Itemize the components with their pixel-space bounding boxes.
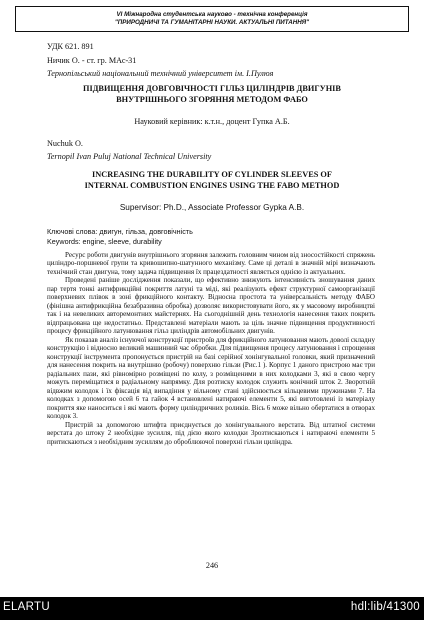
advisor-ua: Науковий керівник: к.т.н., доцент Гупка А.Б.: [134, 117, 290, 126]
keywords-ua: Ключові слова: двигун, гільза, довговічність: [47, 227, 193, 236]
paragraph: Проведені раніше дослідження показали, що ефективно знижують інтенсивність зношування даних пар тертя тонкі антифрикційні покриття латуні та міді, які реалізують ефект структурної самоорганізації поверхневих плівок в зоні фрикційного контакту. Відносна простота та універсальність методу ФАБО (фінішна антифрикційна безабразивна обробка) дозволяє використовувати його, як у масовому виробництві так і на невеликих авторемонтних майстернях. На сьогоднішній день технологія нанесення таких покрить відпрацьована ще недостатньо. Представлені матеріали мають за ціль значне підвищення продуктивності процесу фрикційного латунювання гільз циліндрів автомобільних двигунів.: [47, 276, 375, 336]
university-ua: Тернопільський національний технічний університет ім. І.Пулюя: [47, 69, 274, 78]
body-text: [47, 251, 375, 446]
advisor-en: Supervisor: Ph.D., Associate Professor Gypka A.B.: [119, 203, 305, 212]
footer-bar: [0, 597, 424, 620]
conference-line-2: "ПРИРОДНИЧІ ТА ГУМАНІТАРНІ НАУКИ. АКТУАЛЬНІ ПИТАННЯ": [114, 19, 310, 26]
title-ua-line-1: ПІДВИЩЕННЯ ДОВГОВІЧНОСТІ ГІЛЬЗ ЦИЛІНДРІВ ДВИГУНІВ: [83, 84, 341, 93]
paragraph: Пристрій за допомогою штифта приєднується до хонінгувального верстата. Від штатної системи верстата до штоку 2 необхідне зусилля, під дією якого колодки 3розтискаються і натираючі елементи 5 притискаються з необхідним зусиллям до оброблюючої поверхні гільзи циліндра.: [47, 420, 375, 446]
author-en: Nuchuk O.: [47, 139, 83, 148]
keywords-en: Keywords: engine, sleeve, durability: [47, 237, 162, 246]
page-number: 246: [205, 561, 219, 570]
university-en: Ternopil Ivan Puluj National Technical University: [47, 152, 212, 161]
title-ua-line-2: ВНУТРІШНЬОГО ЗГОРЯННЯ МЕТОДОМ ФАБО: [116, 95, 308, 104]
title-ua: [40, 83, 384, 105]
repository-name: ELARTU: [3, 601, 50, 613]
udk-code: УДК 621. 891: [47, 42, 94, 51]
title-en-line-1: INCREASING THE DURABILITY OF CYLINDER SLEEVES OF: [92, 170, 332, 179]
title-en-line-2: INTERNAL COMBUSTION ENGINES USING THE FABO METHOD: [84, 181, 340, 190]
title-en: [40, 169, 384, 191]
conference-header: [15, 6, 409, 32]
paragraph: Ресурс роботи двигунів внутрішнього згоряння залежить головним чином від зносостійкості спряжень циліндро-поршневої групи та кривошипно-шатунного механізму. Саме ці деталі в значній мірі визначають технічний стан двигуна, тому задача підвищення їх працездатності являється однією із актуальних.: [47, 251, 375, 276]
paragraph: Як показав аналіз існуючої конструкції пристроїв для фрикційного латунювання мають доволі складну конструкцію і відносно великий машинний час обробки. Для підвищення процесу латунювання і спрощення конструкції інструмента пропонується пристрій на базі серійної хонінгувальної головки, який призначений для нанесення покрить на внутрішню (робочу) поверхню гільзи (Рис.1 ). Корпус 1 даного пристрою має три радіальних пази, які рівномірно розміщені по колу, з розміщеними в них колодками 3, які в свою чергу можуть переміщатися в радіальному напрямку. Для розтиску колодок служить конічний шток 2. Зворотній відвжим колодок і їх фіксація від випадіння у вільному стані здійснюється кільцевими пружинами 7. На колодках з допомогою осей 6 та гайок 4 встановлені натираючі елементи 5, які виготовлені із матеріалу покриття яке наноситься і які мають форму циліндричних роликів. Вісь 6 може вільно обертатися в отворах колодок 3.: [47, 335, 375, 421]
handle-id: hdl:lib/41300: [350, 601, 420, 613]
conference-line-1: VI Міжнародна студентська науково - технічна конференція: [116, 11, 308, 18]
author-ua: Ничик О. - ст. гр. МАс-31: [47, 56, 137, 65]
